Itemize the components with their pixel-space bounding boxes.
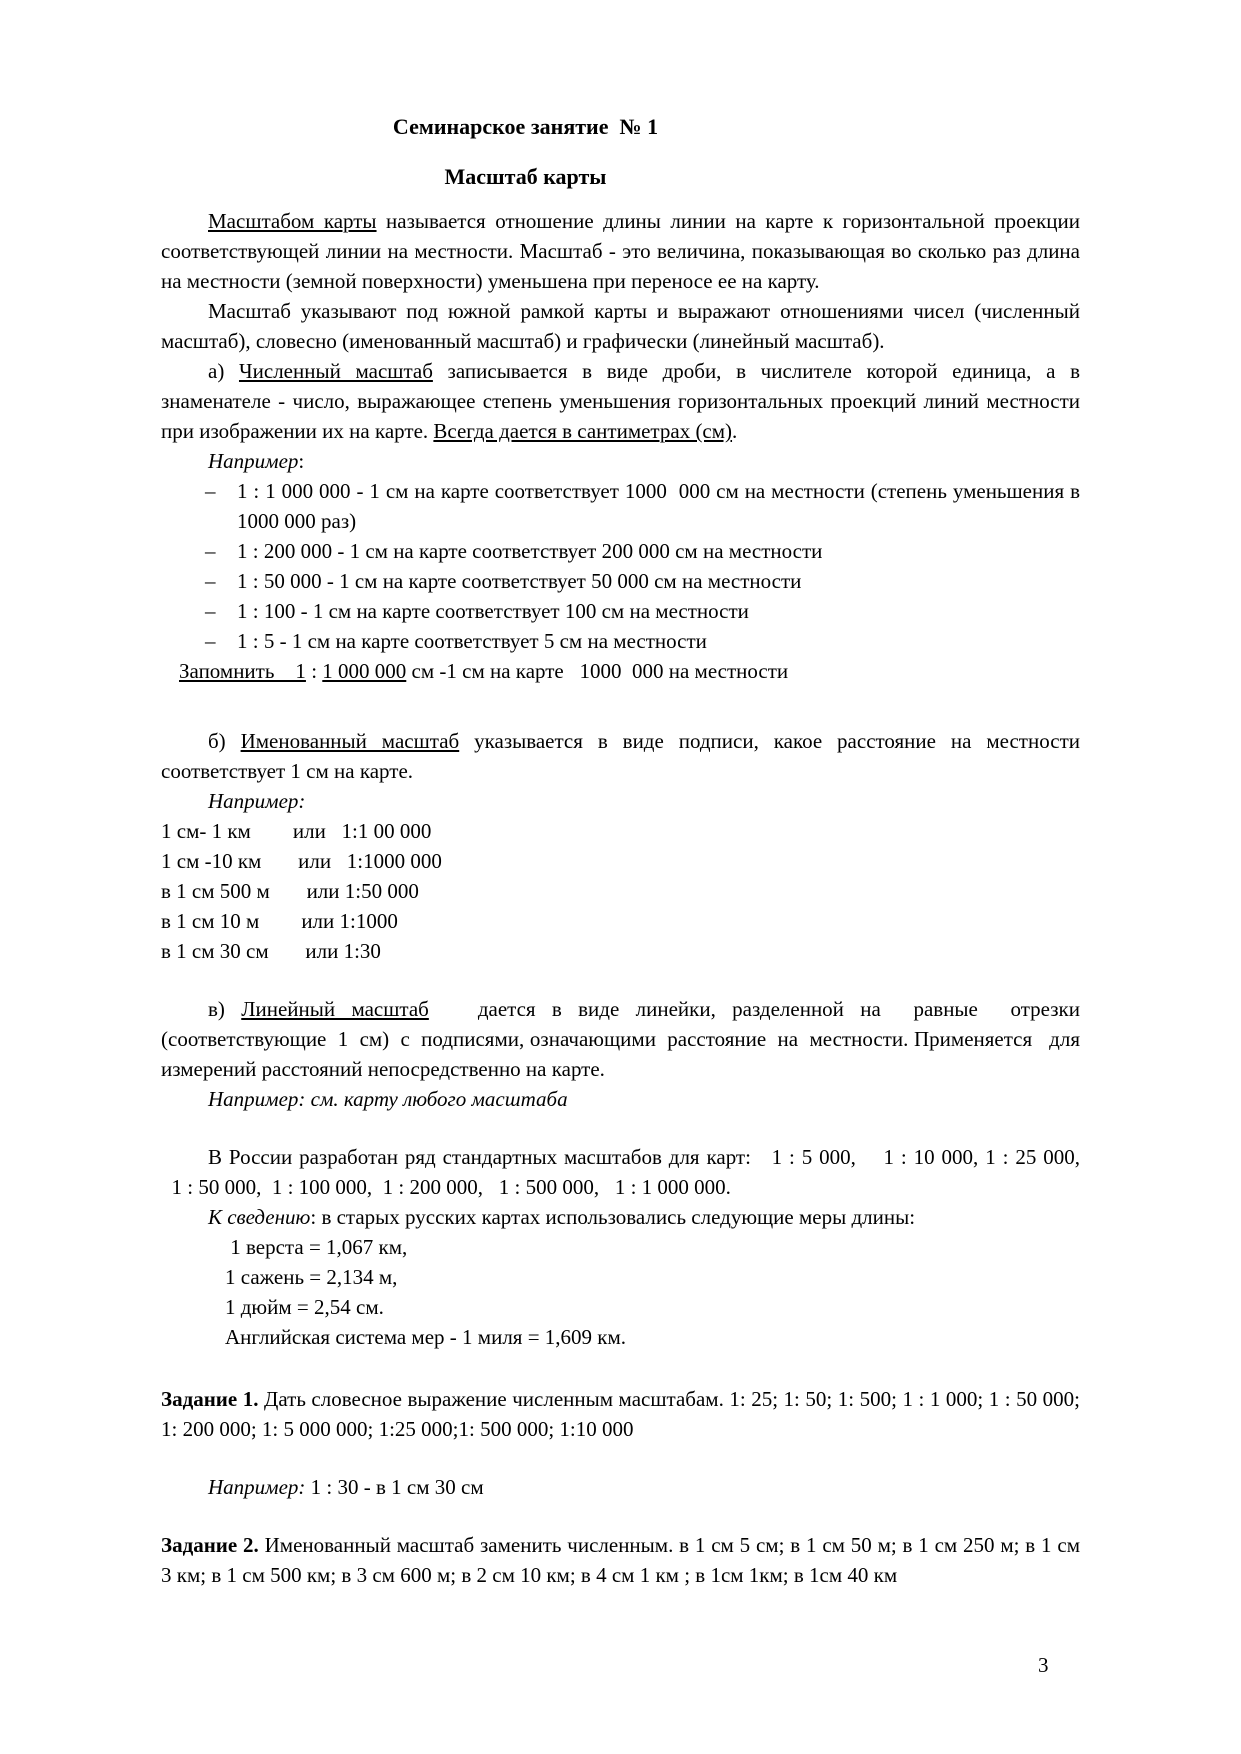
named-scale-example-list <box>161 816 1080 966</box>
dash-marker: – <box>205 569 216 593</box>
named-example-line: в 1 см 10 м или 1:1000 <box>161 909 398 933</box>
list-item <box>161 626 1080 656</box>
page-number: 3 <box>1038 1653 1049 1677</box>
list-item-text: 1 : 50 000 - 1 см на карте соответствует 50 000 см на местности <box>237 569 802 593</box>
named-example-line: в 1 см 500 м или 1:50 000 <box>161 879 419 903</box>
list-item-text: 1 : 5 - 1 см на карте соответствует 5 см на местности <box>237 629 707 653</box>
paragraph-standard-scales: В России разработан ряд стандартных масштабов для карт: 1 : 5 000, 1 : 10 000, 1 : 25 000, 1 : 50 000, 1 : 100 000, 1 : 200 000, 1 : 500 000, 1 : 1 000 000. <box>161 1145 1080 1199</box>
measure-line: 1 сажень = 2,134 м, <box>225 1265 398 1289</box>
list-item <box>161 476 1080 536</box>
named-example-line: 1 см- 1 км или 1:1 00 000 <box>161 819 432 843</box>
paragraph-scale-definition: Масштабом карты называется отношение длины линии на карте к горизонтальной проекции соответствующей линии на местности. Масштаб - это величина, показывающая во сколько раз длина на местности (земной поверхности) уменьшена при переносе ее на карту. <box>161 209 1081 293</box>
measure-line: 1 верста = 1,067 км, <box>225 1235 408 1259</box>
document-title: Семинарское занятие № 1 <box>392 114 659 139</box>
dash-marker: – <box>205 629 216 653</box>
document-content <box>161 112 1080 1590</box>
numeric-scale-example-list <box>161 476 1080 656</box>
list-item-text: 1 : 100 - 1 см на карте соответствует 100 см на местности <box>237 599 749 623</box>
dash-marker: – <box>205 599 216 623</box>
list-item <box>161 536 1080 566</box>
paragraph-for-reference: К сведению: в старых русских картах использовались следующие меры длины: <box>208 1205 916 1229</box>
dash-marker: – <box>205 539 216 563</box>
list-item <box>161 596 1080 626</box>
named-example-line: в 1 см 30 см или 1:30 <box>161 939 381 963</box>
paragraph-linear-scale: в) Линейный масштаб дается в виде линейки, разделенной на равные отрезки (соответствующие 1 см) с подписями, означающими расстояние на местности. Применяется для измерений расстояний непосредственно на карте. <box>161 997 1080 1081</box>
list-item <box>161 566 1080 596</box>
example-label-linear: Например: см. карту любого масштаба <box>208 1087 568 1111</box>
paragraph-scale-indication: Масштаб указывают под южной рамкой карты и выражают отношениями чисел (численный масштаб), словесно (именованный масштаб) и графически (линейный масштаб). <box>161 299 1080 353</box>
document-subtitle: Масштаб карты <box>444 164 607 189</box>
example-label-named: Например: <box>208 789 306 813</box>
paragraph-numeric-scale: а) Численный масштаб записывается в виде дроби, в числителе которой единица, а в знаменателе - число, выражающее степень уменьшения горизонтальных проекций линий местности при изображении их на карте. Всегда дается в сантиметрах (см). <box>161 359 1080 443</box>
measure-line: 1 дюйм = 2,54 см. <box>225 1295 384 1319</box>
named-example-line: 1 см -10 км или 1:1000 000 <box>161 849 442 873</box>
old-measures-list <box>161 1232 1080 1352</box>
paragraph-named-scale: б) Именованный масштаб указывается в виде подписи, какое расстояние на местности соответствует 1 см на карте. <box>161 729 1080 783</box>
example-task-1: Например: 1 : 30 - в 1 см 30 см <box>208 1475 484 1499</box>
measure-line: Английская система мер - 1 миля = 1,609 км. <box>225 1325 627 1349</box>
list-item-text: 1 : 200 000 - 1 см на карте соответствует 200 000 см на местности <box>237 539 823 563</box>
dash-marker: – <box>205 479 216 503</box>
task-2-paragraph: Задание 2. Именованный масштаб заменить численным. в 1 см 5 см; в 1 см 50 м; в 1 см 250 м; в 1 см 3 км; в 1 см 500 км; в 3 см 600 м; в 2 см 10 км; в 4 см 1 км ; в 1см 1км; в 1см 40 км <box>161 1533 1080 1587</box>
list-item-text: 1 : 1 000 000 - 1 см на карте соответствует 1000 000 см на местности (степень уменьшения в 1000 000 раз) <box>237 479 1080 533</box>
example-label-numeric: Например: <box>208 449 305 473</box>
remember-line: Запомнить 1 : 1 000 000 см -1 см на карте 1000 000 на местности <box>179 659 789 683</box>
task-1-paragraph: Задание 1. Дать словесное выражение численным масштабам. 1: 25; 1: 50; 1: 500; 1 : 1 000; 1 : 50 000; 1: 200 000; 1: 5 000 000; 1:25 000;1: 500 000; 1:10 000 <box>161 1387 1080 1441</box>
